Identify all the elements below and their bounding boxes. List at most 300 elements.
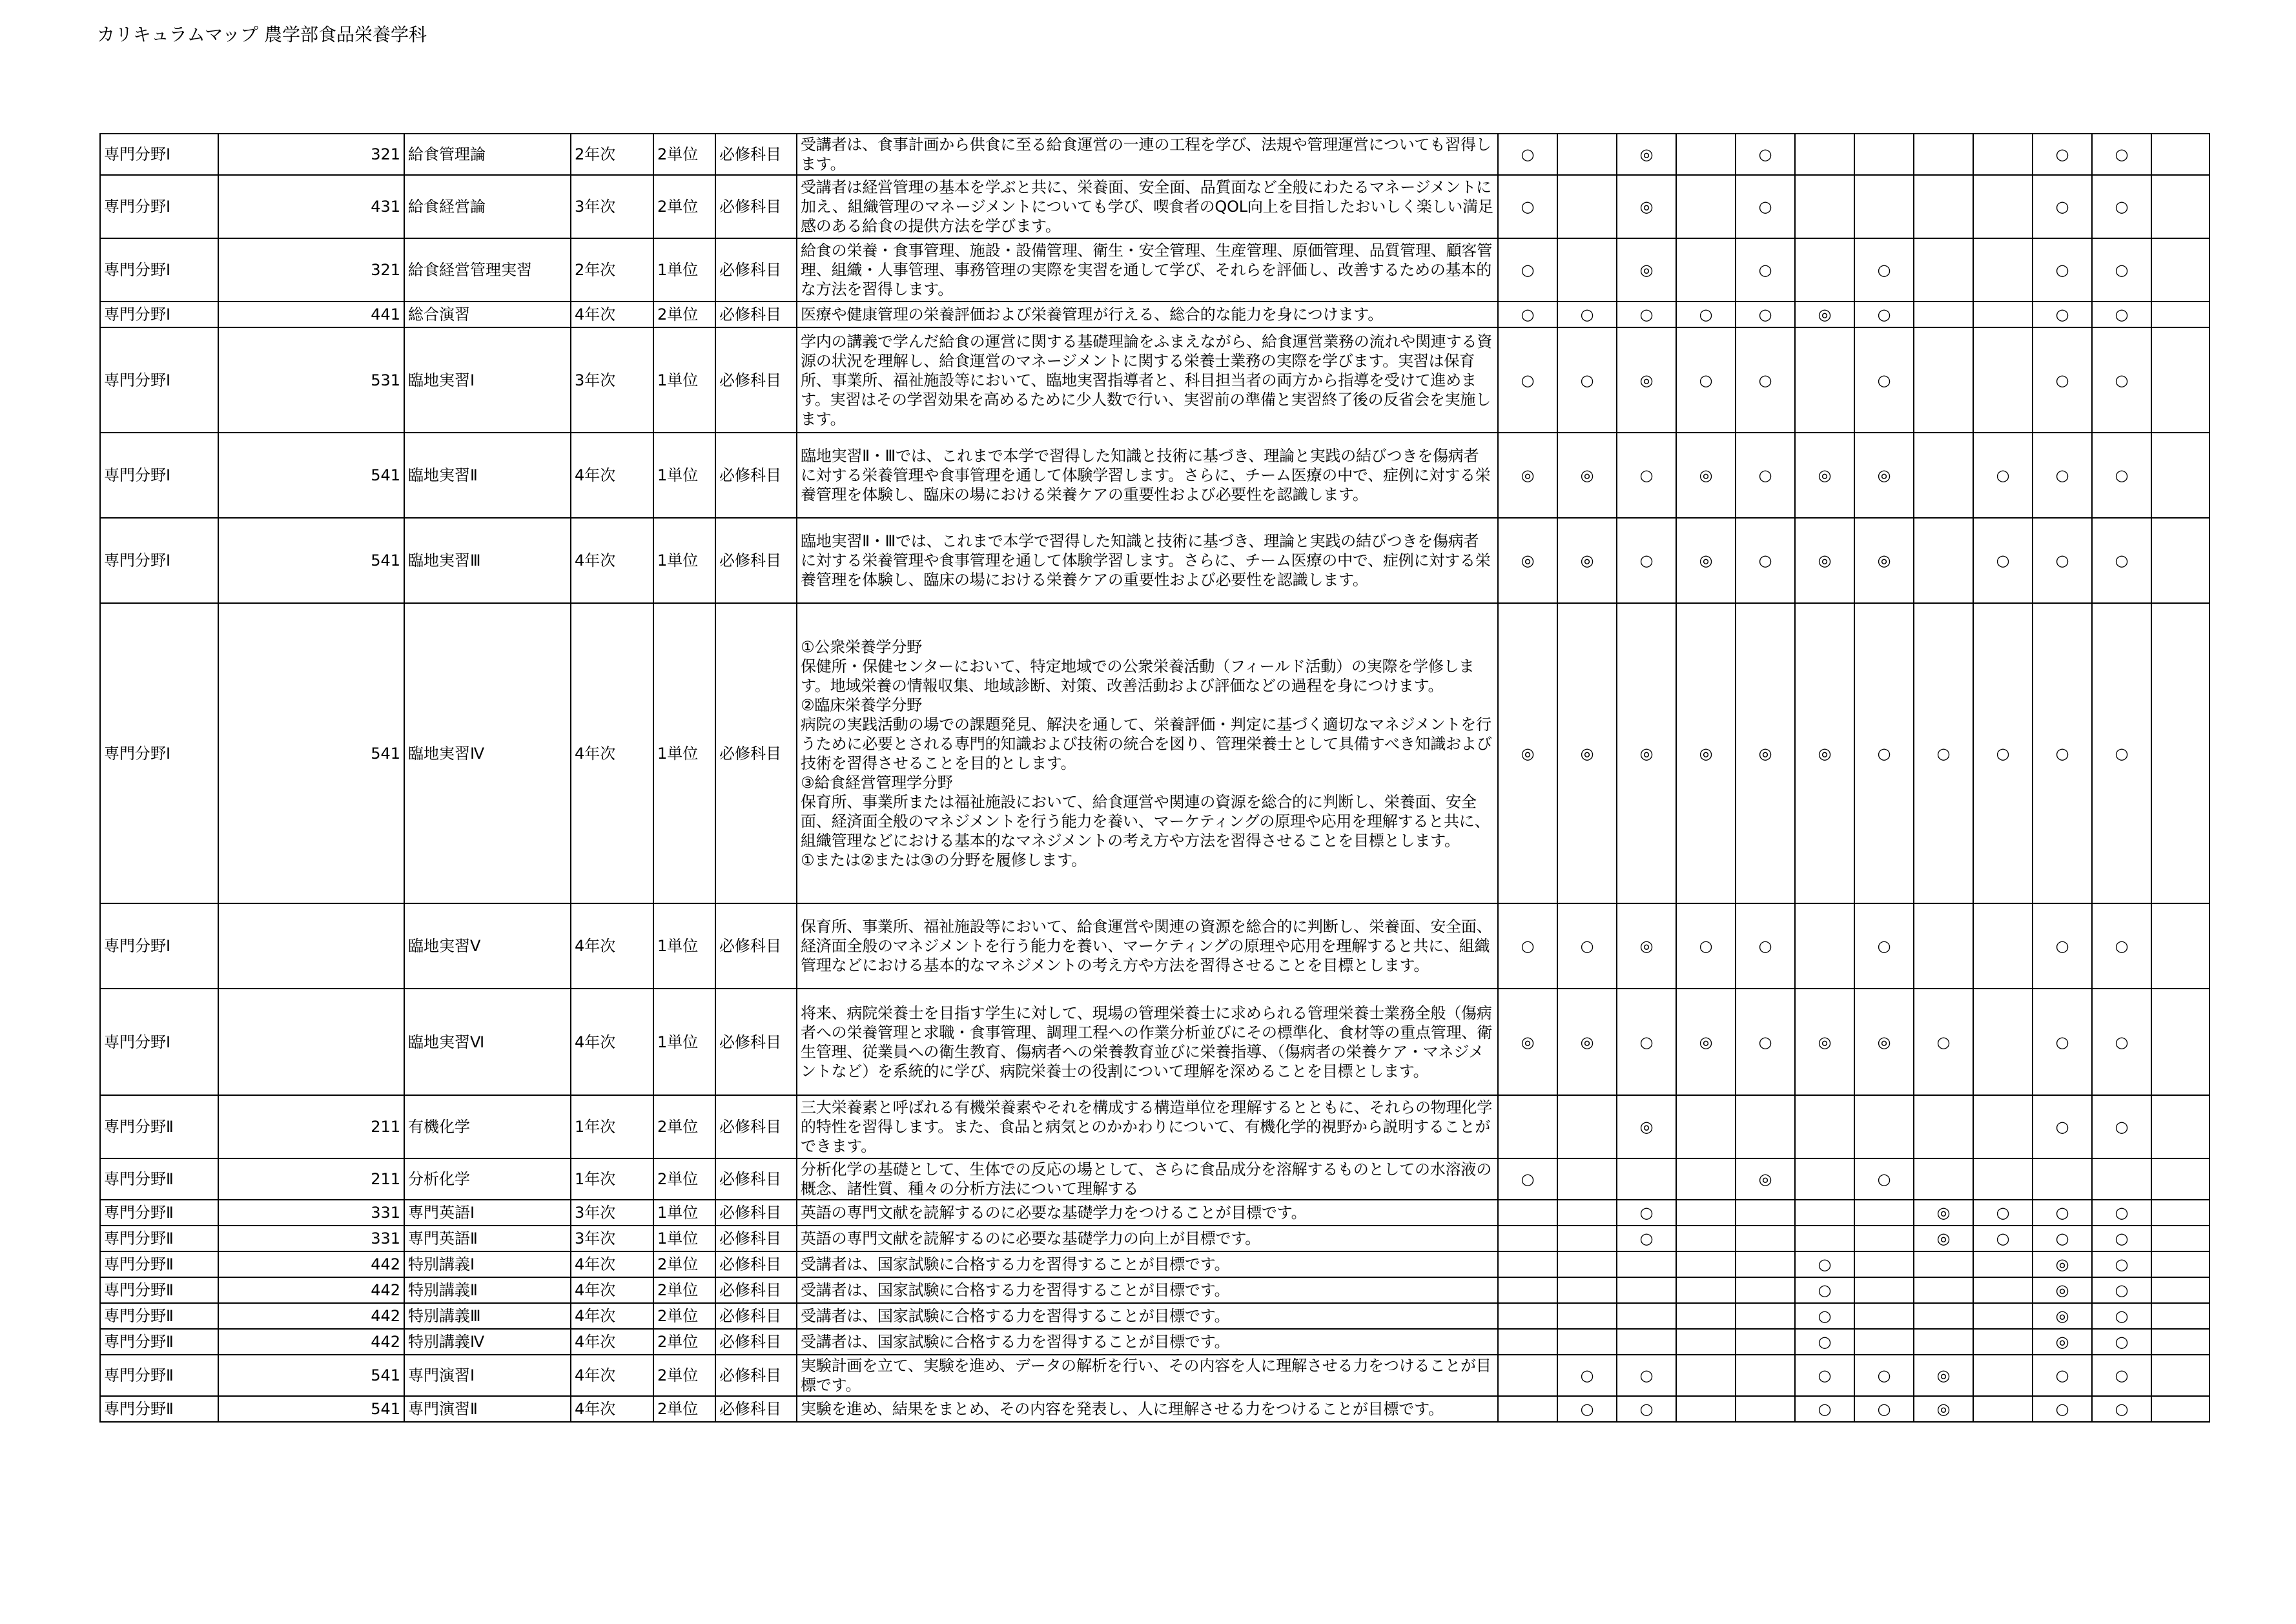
competency-mark: ◎ [1676,989,1736,1095]
competency-mark [1557,1303,1617,1329]
competency-mark [1914,1329,1973,1355]
course-number: 541 [218,603,404,903]
course-credits: 2単位 [653,175,715,238]
course-type: 必修科目 [715,603,797,903]
course-credits: 2単位 [653,1355,715,1396]
competency-mark: ◎ [1617,1095,1676,1158]
course-number: 531 [218,327,404,433]
table-row [100,518,2209,603]
competency-mark: ○ [1854,302,1914,327]
competency-mark [1557,1158,1617,1200]
table-row [100,903,2209,989]
competency-mark [1914,1303,1973,1329]
competency-mark [1914,903,1973,989]
course-field: 専門分野Ⅱ [100,1251,218,1277]
course-description: 実験を進め、結果をまとめ、その内容を発表し、人に理解させる力をつけることが目標です。 [797,1396,1498,1422]
competency-mark: ○ [2092,238,2151,302]
table-row [100,1095,2209,1158]
competency-mark: ○ [2092,989,2151,1095]
course-credits: 1単位 [653,903,715,989]
competency-mark [1973,1251,2033,1277]
page-title: カリキュラムマップ 農学部食品栄養学科 [97,24,427,45]
competency-mark: ○ [1973,603,2033,903]
competency-mark: ○ [1795,1251,1854,1277]
course-number: 431 [218,175,404,238]
competency-mark: ○ [1498,238,1557,302]
competency-mark: ◎ [1795,518,1854,603]
competency-mark [1736,1277,1795,1303]
competency-mark [1914,238,1973,302]
competency-mark [1914,518,1973,603]
competency-mark [1676,1226,1736,1251]
course-description: 受講者は、食事計画から供食に至る給食運営の一連の工程を学び、法規や管理運営についても習得します。 [797,134,1498,175]
competency-mark: ◎ [2033,1329,2092,1355]
competency-mark: ○ [2092,433,2151,518]
course-type: 必修科目 [715,518,797,603]
competency-mark: ◎ [1795,989,1854,1095]
competency-mark: ○ [2092,1329,2151,1355]
competency-mark: ○ [2033,433,2092,518]
course-credits: 1単位 [653,1226,715,1251]
course-field: 専門分野Ⅰ [100,134,218,175]
table-row [100,433,2209,518]
course-type: 必修科目 [715,1095,797,1158]
competency-mark [1854,1277,1914,1303]
competency-mark [1795,238,1854,302]
course-year: 3年次 [571,175,653,238]
competency-mark [1795,1095,1854,1158]
competency-mark: ○ [1736,238,1795,302]
competency-mark: ○ [2092,1277,2151,1303]
table-row [100,134,2209,175]
course-description: 英語の専門文献を読解するのに必要な基礎学力をつけることが目標です。 [797,1200,1498,1226]
competency-mark: ○ [2092,518,2151,603]
course-number: 211 [218,1095,404,1158]
table-row [100,327,2209,433]
competency-mark: ○ [1854,1396,1914,1422]
course-description: 受講者は経営管理の基本を学ぶと共に、栄養面、安全面、品質面など全般にわたるマネージメントに加え、組織管理のマネージメントについても学び、喫食者のQOL向上を目指したおいしく楽しい満足感のある給食の提供方法を学びます。 [797,175,1498,238]
course-type: 必修科目 [715,327,797,433]
competency-mark [1676,1277,1736,1303]
course-field: 専門分野Ⅰ [100,989,218,1095]
course-credits: 1単位 [653,603,715,903]
competency-mark: ○ [1676,302,1736,327]
table-row [100,1355,2209,1396]
table-row [100,1396,2209,1422]
competency-mark [2151,603,2209,903]
competency-mark [1557,1251,1617,1277]
competency-mark: ○ [1795,1396,1854,1422]
course-name: 給食経営管理実習 [404,238,571,302]
competency-mark: ◎ [2033,1303,2092,1329]
competency-mark: ○ [2033,175,2092,238]
competency-mark: ○ [1795,1329,1854,1355]
competency-mark [1973,1355,2033,1396]
competency-mark [1736,1226,1795,1251]
competency-mark [1795,1200,1854,1226]
table-row [100,302,2209,327]
competency-mark [1557,1277,1617,1303]
course-type: 必修科目 [715,433,797,518]
competency-mark [1973,989,2033,1095]
course-field: 専門分野Ⅰ [100,238,218,302]
course-number: 442 [218,1303,404,1329]
competency-mark [1557,1095,1617,1158]
course-type: 必修科目 [715,1355,797,1396]
course-type: 必修科目 [715,989,797,1095]
course-name: 特別講義Ⅲ [404,1303,571,1329]
competency-mark [1498,1329,1557,1355]
competency-mark [2151,433,2209,518]
competency-mark: ◎ [1557,518,1617,603]
competency-mark [2151,1095,2209,1158]
course-year: 4年次 [571,903,653,989]
competency-mark [2151,518,2209,603]
competency-mark [1854,1200,1914,1226]
competency-mark [1557,1226,1617,1251]
course-name: 有機化学 [404,1095,571,1158]
course-name: 特別講義Ⅰ [404,1251,571,1277]
course-number: 442 [218,1251,404,1277]
competency-mark: ◎ [1795,603,1854,903]
competency-mark: ○ [2033,1355,2092,1396]
competency-mark [2151,327,2209,433]
course-year: 3年次 [571,1200,653,1226]
competency-mark [1854,1329,1914,1355]
table-row [100,1226,2209,1251]
course-name: 臨地実習Ⅲ [404,518,571,603]
course-number: 541 [218,1396,404,1422]
course-year: 1年次 [571,1158,653,1200]
course-field: 専門分野Ⅱ [100,1277,218,1303]
competency-mark: ○ [1914,603,1973,903]
course-type: 必修科目 [715,1226,797,1251]
competency-mark: ◎ [1676,433,1736,518]
competency-mark [1676,1329,1736,1355]
competency-mark: ○ [2033,518,2092,603]
course-name: 臨地実習Ⅱ [404,433,571,518]
competency-mark [2151,134,2209,175]
competency-mark [1736,1200,1795,1226]
course-credits: 2単位 [653,1158,715,1200]
course-number: 321 [218,238,404,302]
competency-mark: ◎ [1914,1200,1973,1226]
competency-mark [1498,1095,1557,1158]
competency-mark [2151,175,2209,238]
competency-mark: ○ [1498,175,1557,238]
competency-mark: ○ [2033,603,2092,903]
course-type: 必修科目 [715,1303,797,1329]
competency-mark [2151,1251,2209,1277]
course-name: 総合演習 [404,302,571,327]
competency-mark: ○ [2092,1226,2151,1251]
course-field: 専門分野Ⅱ [100,1200,218,1226]
course-year: 4年次 [571,1396,653,1422]
competency-mark [1973,1329,2033,1355]
competency-mark: ○ [1617,1200,1676,1226]
course-type: 必修科目 [715,238,797,302]
competency-mark: ○ [2092,1355,2151,1396]
course-number [218,903,404,989]
competency-mark [1676,1158,1736,1200]
competency-mark: ○ [2033,1095,2092,1158]
competency-mark [1736,1396,1795,1422]
competency-mark: ○ [1973,1200,2033,1226]
competency-mark: ◎ [1676,603,1736,903]
competency-mark: ○ [2092,603,2151,903]
competency-mark: ○ [2092,327,2151,433]
competency-mark [1676,175,1736,238]
competency-mark: ○ [1854,603,1914,903]
competency-mark: ◎ [1498,603,1557,903]
competency-mark [1498,1277,1557,1303]
competency-mark [1676,1200,1736,1226]
competency-mark [1854,1095,1914,1158]
competency-mark [2151,302,2209,327]
competency-mark [1914,134,1973,175]
table-row [100,1251,2209,1277]
course-field: 専門分野Ⅱ [100,1303,218,1329]
course-number: 331 [218,1200,404,1226]
competency-mark [1498,1226,1557,1251]
course-year: 4年次 [571,1329,653,1355]
competency-mark [1914,1158,1973,1200]
course-field: 専門分野Ⅱ [100,1329,218,1355]
competency-mark [1914,1095,1973,1158]
course-type: 必修科目 [715,1396,797,1422]
competency-mark: ○ [1557,1355,1617,1396]
competency-mark: ○ [1854,1355,1914,1396]
course-type: 必修科目 [715,1200,797,1226]
competency-mark [1795,1226,1854,1251]
competency-mark [1973,238,2033,302]
course-description: 受講者は、国家試験に合格する力を習得することが目標です。 [797,1303,1498,1329]
course-type: 必修科目 [715,1158,797,1200]
course-field: 専門分野Ⅰ [100,433,218,518]
competency-mark: ◎ [1736,603,1795,903]
competency-mark [2151,989,2209,1095]
competency-mark [1795,327,1854,433]
competency-mark: ○ [1973,1226,2033,1251]
competency-mark: ○ [2033,327,2092,433]
competency-mark: ◎ [1617,175,1676,238]
competency-mark [1617,1277,1676,1303]
course-year: 2年次 [571,134,653,175]
competency-mark: ○ [2092,1396,2151,1422]
competency-mark [1854,134,1914,175]
course-credits: 2単位 [653,302,715,327]
competency-mark: ○ [1736,327,1795,433]
course-credits: 2単位 [653,134,715,175]
table-row [100,1200,2209,1226]
competency-mark: ◎ [1557,433,1617,518]
competency-mark: ○ [1617,518,1676,603]
course-description: 保育所、事業所、福祉施設等において、給食運営や関連の資源を総合的に判断し、栄養面、安全面、経済面全般のマネジメントを行う能力を養い、マーケティングの原理や応用を理解すると共に、組織管理などにおける基本的なマネジメントの考え方や方法を習得させることを目標とします。 [797,903,1498,989]
course-description: 英語の専門文献を読解するのに必要な基礎学力の向上が目標です。 [797,1226,1498,1251]
table-row [100,238,2209,302]
course-field: 専門分野Ⅱ [100,1226,218,1251]
competency-mark [2151,1158,2209,1200]
competency-mark [2151,1329,2209,1355]
competency-mark [1914,433,1973,518]
competency-mark [2151,1277,2209,1303]
curriculum-table [99,133,2210,1423]
competency-mark: ○ [1676,327,1736,433]
course-field: 専門分野Ⅱ [100,1396,218,1422]
competency-mark [2151,1226,2209,1251]
competency-mark: ○ [1795,1277,1854,1303]
competency-mark: ○ [1617,1226,1676,1251]
competency-mark: ○ [1736,903,1795,989]
course-credits: 1単位 [653,989,715,1095]
competency-mark: ○ [1854,327,1914,433]
course-field: 専門分野Ⅰ [100,327,218,433]
course-number: 321 [218,134,404,175]
table-row [100,1303,2209,1329]
competency-mark [1795,175,1854,238]
course-number [218,989,404,1095]
competency-mark [1973,1303,2033,1329]
competency-mark: ◎ [1854,518,1914,603]
table-row [100,989,2209,1095]
course-credits: 1単位 [653,1200,715,1226]
competency-mark [1736,1303,1795,1329]
course-description: 受講者は、国家試験に合格する力を習得することが目標です。 [797,1329,1498,1355]
competency-mark: ◎ [1914,1226,1973,1251]
competency-mark: ○ [1914,989,1973,1095]
competency-mark: ○ [1736,433,1795,518]
course-number: 541 [218,433,404,518]
competency-mark: ○ [2033,302,2092,327]
competency-mark: ○ [1736,175,1795,238]
course-number: 331 [218,1226,404,1251]
course-name: 臨地実習Ⅳ [404,603,571,903]
competency-mark [2151,1303,2209,1329]
table-row [100,1329,2209,1355]
competency-mark [1973,903,2033,989]
course-year: 4年次 [571,989,653,1095]
competency-mark: ○ [2092,134,2151,175]
course-credits: 2単位 [653,1329,715,1355]
competency-mark: ◎ [1617,327,1676,433]
competency-mark: ○ [1973,518,2033,603]
competency-mark: ○ [1557,327,1617,433]
competency-mark: ○ [1617,302,1676,327]
competency-mark: ○ [2092,1095,2151,1158]
course-description: 三大栄養素と呼ばれる有機栄養素やそれを構成する構造単位を理解するとともに、それらの物理化学的特性を習得します。また、食品と病気とのかかわりについて、有機化学的視野から説明することができます。 [797,1095,1498,1158]
competency-mark: ◎ [1914,1396,1973,1422]
course-year: 4年次 [571,1277,653,1303]
course-credits: 1単位 [653,327,715,433]
competency-mark [1498,1355,1557,1396]
competency-mark [1973,1396,2033,1422]
competency-mark [1557,1200,1617,1226]
table-row [100,603,2209,903]
course-type: 必修科目 [715,1329,797,1355]
competency-mark [1676,1396,1736,1422]
competency-mark: ○ [1854,238,1914,302]
course-number: 442 [218,1277,404,1303]
course-number: 441 [218,302,404,327]
competency-mark: ○ [2092,1303,2151,1329]
competency-mark: ○ [2033,989,2092,1095]
course-description: 学内の講義で学んだ給食の運営に関する基礎理論をふまえながら、給食運営業務の流れや関連する資源の状況を理解し、給食運営のマネージメントに関する栄養士業務の実際を学びます。実習は保育所、事業所、福祉施設等において、臨地実習指導者と、科目担当者の両方から指導を受けて進めます。実習はその学習効果を高めるために少人数で行い、実習前の準備と実習終了後の反省会を実施します。 [797,327,1498,433]
competency-mark [1973,175,2033,238]
competency-mark [1973,1095,2033,1158]
course-field: 専門分野Ⅰ [100,175,218,238]
course-year: 4年次 [571,603,653,903]
competency-mark [1795,903,1854,989]
competency-mark [1914,302,1973,327]
course-name: 分析化学 [404,1158,571,1200]
competency-mark [1973,134,2033,175]
competency-mark: ◎ [1498,433,1557,518]
course-name: 給食管理論 [404,134,571,175]
competency-mark: ◎ [2033,1251,2092,1277]
competency-mark: ○ [1736,302,1795,327]
course-description: 将来、病院栄養士を目指す学生に対して、現場の管理栄養士に求められる管理栄養士業務全般（傷病者への栄養管理と求職・食事管理、調理工程への作業分析並びにその標準化、食材等の重点管理、衛生管理、従業員への衛生教育、傷病者への栄養教育並びに栄養指導、（傷病者の栄養ケア・マネジメントなど）を系統的に学び、病院栄養士の役割について理解を深めることを目標とします。 [797,989,1498,1095]
competency-mark [1914,1277,1973,1303]
table-row [100,1277,2209,1303]
course-number: 541 [218,1355,404,1396]
competency-mark [1617,1251,1676,1277]
competency-mark: ○ [2033,903,2092,989]
course-year: 4年次 [571,518,653,603]
competency-mark [2151,1396,2209,1422]
course-credits: 2単位 [653,1303,715,1329]
competency-mark [2151,238,2209,302]
course-year: 2年次 [571,238,653,302]
course-description: ①公衆栄養学分野 保健所・保健センターにおいて、特定地域での公衆栄養活動（フィールド活動）の実際を学修します。地域栄養の情報収集、地域診断、対策、改善活動および評価などの過程を身につけます。 ②臨床栄養学分野 病院の実践活動の場での課題発見、解決を通して、栄養評価・判定に基づく適切なマネジメントを行うために必要とされる専門的知識および技術の統合を図り、管理栄養士として具備すべき知識および技術を習得させることを目的とします。 ③給食経営管理学分野 保育所、事業所または福祉施設において、給食運営や関連の資源を総合的に判断し、栄養面、安全面、経済面全般のマネジメントを行う能力を養い、マーケティングの原理や応用を理解すると共に、組織管理などにおける基本的なマネジメントの考え方や方法を習得させることを目標とします。 ①または②または③の分野を履修します。 [797,603,1498,903]
competency-mark: ○ [1498,327,1557,433]
course-name: 専門英語Ⅰ [404,1200,571,1226]
competency-mark [1498,1251,1557,1277]
course-year: 4年次 [571,1355,653,1396]
competency-mark [1914,327,1973,433]
course-field: 専門分野Ⅰ [100,603,218,903]
course-description: 実験計画を立て、実験を進め、データの解析を行い、その内容を人に理解させる力をつけることが目標です。 [797,1355,1498,1396]
competency-mark [2151,903,2209,989]
table-row [100,175,2209,238]
competency-mark [1557,238,1617,302]
competency-mark [1617,1329,1676,1355]
competency-mark [1736,1251,1795,1277]
competency-mark: ◎ [1617,603,1676,903]
competency-mark: ○ [2092,903,2151,989]
course-description: 臨地実習Ⅱ・Ⅲでは、これまで本学で習得した知識と技術に基づき、理論と実践の結びつきを傷病者に対する栄養管理や食事管理を通して体験学習します。さらに、チーム医療の中で、症例に対する栄養管理を体験し、臨床の場における栄養ケアの重要性および必要性を認識します。 [797,433,1498,518]
course-field: 専門分野Ⅱ [100,1355,218,1396]
competency-mark: ○ [1557,903,1617,989]
competency-mark: ○ [1617,1355,1676,1396]
competency-mark: ○ [2033,1200,2092,1226]
competency-mark [1736,1355,1795,1396]
course-type: 必修科目 [715,1251,797,1277]
competency-mark [1557,1329,1617,1355]
table-row [100,1158,2209,1200]
course-credits: 1単位 [653,238,715,302]
competency-mark: ◎ [1498,989,1557,1095]
competency-mark: ○ [1736,518,1795,603]
competency-mark: ○ [1498,134,1557,175]
course-number: 442 [218,1329,404,1355]
competency-mark [1795,134,1854,175]
course-year: 3年次 [571,1226,653,1251]
competency-mark [2033,1158,2092,1200]
course-credits: 2単位 [653,1396,715,1422]
course-year: 4年次 [571,302,653,327]
competency-mark: ◎ [1854,433,1914,518]
competency-mark: ○ [2092,1251,2151,1277]
